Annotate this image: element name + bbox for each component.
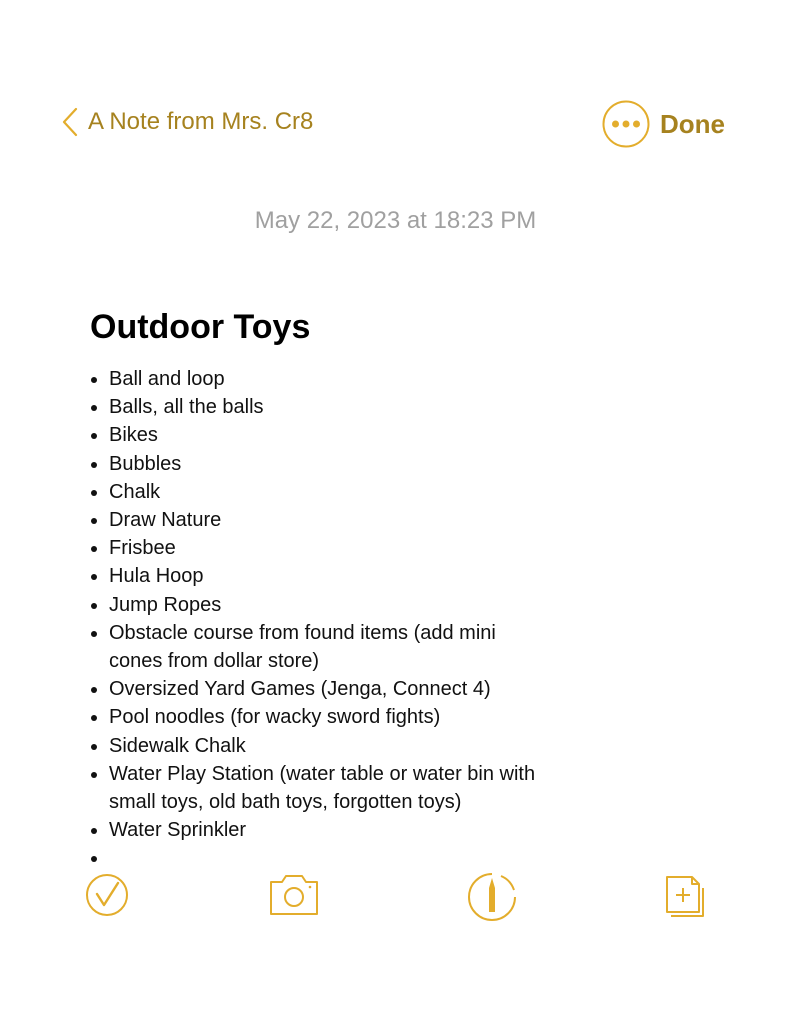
list-item[interactable]: • Chalk	[109, 478, 549, 506]
list-item[interactable]: • Hula Hoop	[109, 562, 549, 590]
list-item[interactable]: • Balls, all the balls	[109, 393, 549, 421]
list-item[interactable]: • Ball and loop	[109, 365, 549, 393]
checklist-button[interactable]	[84, 872, 130, 918]
list-item[interactable]: • Frisbee	[109, 534, 549, 562]
list-item[interactable]: • Sidewalk Chalk	[109, 732, 549, 760]
list-item-empty[interactable]	[109, 844, 549, 872]
list-item[interactable]: • Obstacle course from found items (add mini cones from dollar store)	[109, 619, 549, 675]
compose-icon	[662, 872, 708, 918]
toy-list[interactable]	[90, 365, 549, 873]
compose-button[interactable]	[662, 872, 708, 918]
list-item[interactable]: • Draw Nature	[109, 506, 549, 534]
back-button[interactable]	[60, 106, 313, 138]
pen-tip-icon	[467, 872, 517, 922]
done-button[interactable]: Done	[660, 109, 725, 139]
note-title[interactable]: Outdoor Toys	[90, 308, 311, 346]
list-item[interactable]: • Pool noodles (for wacky sword fights)	[109, 703, 549, 731]
back-button-label: A Note from Mrs. Cr8	[88, 108, 314, 135]
ellipsis-circle-icon	[602, 100, 650, 148]
list-item[interactable]: • Bubbles	[109, 450, 549, 478]
markup-button[interactable]	[467, 872, 517, 922]
list-item[interactable]: • Jump Ropes	[109, 591, 549, 619]
chevron-left-icon	[60, 106, 80, 138]
list-item[interactable]: • Water Sprinkler	[109, 816, 549, 844]
camera-icon	[268, 872, 320, 918]
more-options-button[interactable]	[602, 100, 650, 148]
list-item[interactable]: • Bikes	[109, 421, 549, 449]
list-item[interactable]: • Water Play Station (water table or water bin with small toys, old bath toys, forgotten toys)	[109, 760, 549, 816]
checklist-icon	[84, 872, 130, 918]
camera-button[interactable]	[268, 872, 320, 918]
list-item[interactable]: • Oversized Yard Games (Jenga, Connect 4)	[109, 675, 549, 703]
note-date: May 22, 2023 at 18:23 PM	[254, 207, 537, 234]
